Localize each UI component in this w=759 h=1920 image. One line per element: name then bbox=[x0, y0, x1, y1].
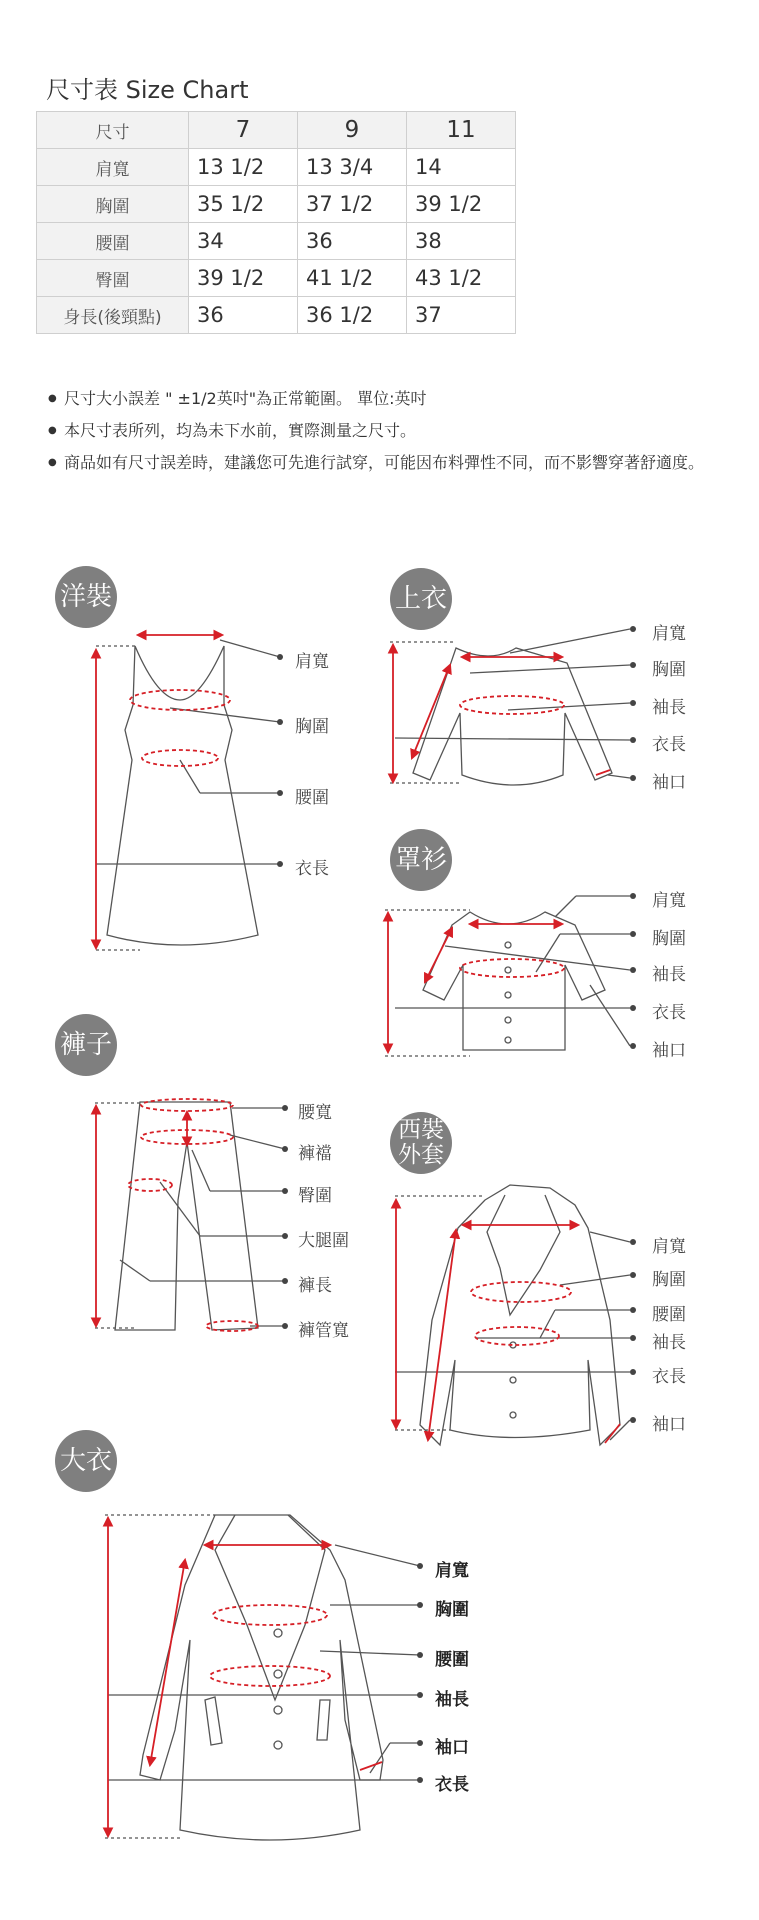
note-item: ● 商品如有尺寸誤差時，建議您可先進行試穿，可能因布料彈性不同，而不影響穿著舒適度。 bbox=[48, 452, 728, 474]
measure-lines bbox=[96, 635, 620, 1836]
table-cell: 13 3/4 bbox=[298, 149, 407, 186]
dress-drawing bbox=[96, 640, 280, 950]
table-cell: 14 bbox=[407, 149, 516, 186]
badge-dress: 洋裝 bbox=[55, 566, 117, 628]
badge-pants: 褲子 bbox=[55, 1014, 117, 1076]
pants-label: 褲襠 bbox=[298, 1144, 332, 1164]
suit-label: 肩寬 bbox=[652, 1237, 686, 1257]
pants-label: 臀圍 bbox=[298, 1186, 332, 1206]
note-item: ● 尺寸大小誤差 " ±1/2英吋"為正常範圍。 單位:英吋 bbox=[48, 388, 728, 410]
table-cell: 36 1/2 bbox=[298, 297, 407, 334]
table-header-cell: 11 bbox=[407, 112, 516, 149]
badge-coat: 大衣 bbox=[55, 1430, 117, 1492]
table-cell: 38 bbox=[407, 223, 516, 260]
top-drawing bbox=[390, 629, 630, 785]
table-cell: 36 bbox=[189, 297, 298, 334]
table-cell: 37 bbox=[407, 297, 516, 334]
coat-label: 腰圍 bbox=[435, 1650, 469, 1670]
pants-label: 褲長 bbox=[298, 1276, 332, 1296]
pants-drawing bbox=[95, 1102, 285, 1330]
blouse-label: 袖口 bbox=[652, 1041, 686, 1061]
dress-label: 胸圍 bbox=[295, 717, 329, 737]
badge-blouse: 罩衫 bbox=[390, 829, 452, 891]
coat-drawing bbox=[105, 1515, 420, 1840]
table-cell: 36 bbox=[298, 223, 407, 260]
table-cell: 41 1/2 bbox=[298, 260, 407, 297]
coat-label: 袖口 bbox=[435, 1738, 469, 1758]
pants-label: 大腿圍 bbox=[298, 1231, 349, 1251]
suit-label: 袖口 bbox=[652, 1415, 686, 1435]
row-label: 臀圍 bbox=[37, 260, 189, 297]
blouse-label: 胸圍 bbox=[652, 929, 686, 949]
suit-label: 腰圍 bbox=[652, 1305, 686, 1325]
row-label: 胸圍 bbox=[37, 186, 189, 223]
table-header-cell: 9 bbox=[298, 112, 407, 149]
badge-suit: 西裝外套 bbox=[390, 1112, 452, 1174]
suit-drawing bbox=[395, 1185, 630, 1445]
top-label: 袖口 bbox=[652, 773, 686, 793]
dress-label: 肩寬 bbox=[295, 652, 329, 672]
table-cell: 37 1/2 bbox=[298, 186, 407, 223]
coat-label: 衣長 bbox=[435, 1775, 469, 1795]
row-label: 肩寬 bbox=[37, 149, 189, 186]
note-item: ● 本尺寸表所列，均為未下水前，實際測量之尺寸。 bbox=[48, 420, 728, 442]
blouse-label: 袖長 bbox=[652, 965, 686, 985]
table-cell: 39 1/2 bbox=[189, 260, 298, 297]
table-cell: 35 1/2 bbox=[189, 186, 298, 223]
coat-label: 胸圍 bbox=[435, 1600, 469, 1620]
table-cell: 43 1/2 bbox=[407, 260, 516, 297]
suit-label: 胸圍 bbox=[652, 1270, 686, 1290]
page-title: 尺寸表 Size Chart bbox=[46, 76, 249, 104]
top-label: 胸圍 bbox=[652, 660, 686, 680]
top-label: 肩寬 bbox=[652, 624, 686, 644]
dress-label: 腰圍 bbox=[295, 788, 329, 808]
top-label: 袖長 bbox=[652, 698, 686, 718]
blouse-label: 肩寬 bbox=[652, 891, 686, 911]
table-header-cell: 尺寸 bbox=[37, 112, 189, 149]
suit-label: 袖長 bbox=[652, 1333, 686, 1353]
table-cell: 34 bbox=[189, 223, 298, 260]
table-cell: 39 1/2 bbox=[407, 186, 516, 223]
suit-label: 衣長 bbox=[652, 1367, 686, 1387]
row-label: 身長(後頸點) bbox=[37, 297, 189, 334]
coat-label: 肩寬 bbox=[435, 1561, 469, 1581]
pants-label: 腰寬 bbox=[298, 1103, 332, 1123]
table-header-cell: 7 bbox=[189, 112, 298, 149]
pants-label: 褲管寬 bbox=[298, 1321, 349, 1341]
blouse-label: 衣長 bbox=[652, 1003, 686, 1023]
coat-label: 袖長 bbox=[435, 1690, 469, 1710]
table-cell: 13 1/2 bbox=[189, 149, 298, 186]
blouse-drawing bbox=[385, 896, 630, 1056]
badge-top: 上衣 bbox=[390, 568, 452, 630]
top-label: 衣長 bbox=[652, 735, 686, 755]
row-label: 腰圍 bbox=[37, 223, 189, 260]
dress-label: 衣長 bbox=[295, 859, 329, 879]
